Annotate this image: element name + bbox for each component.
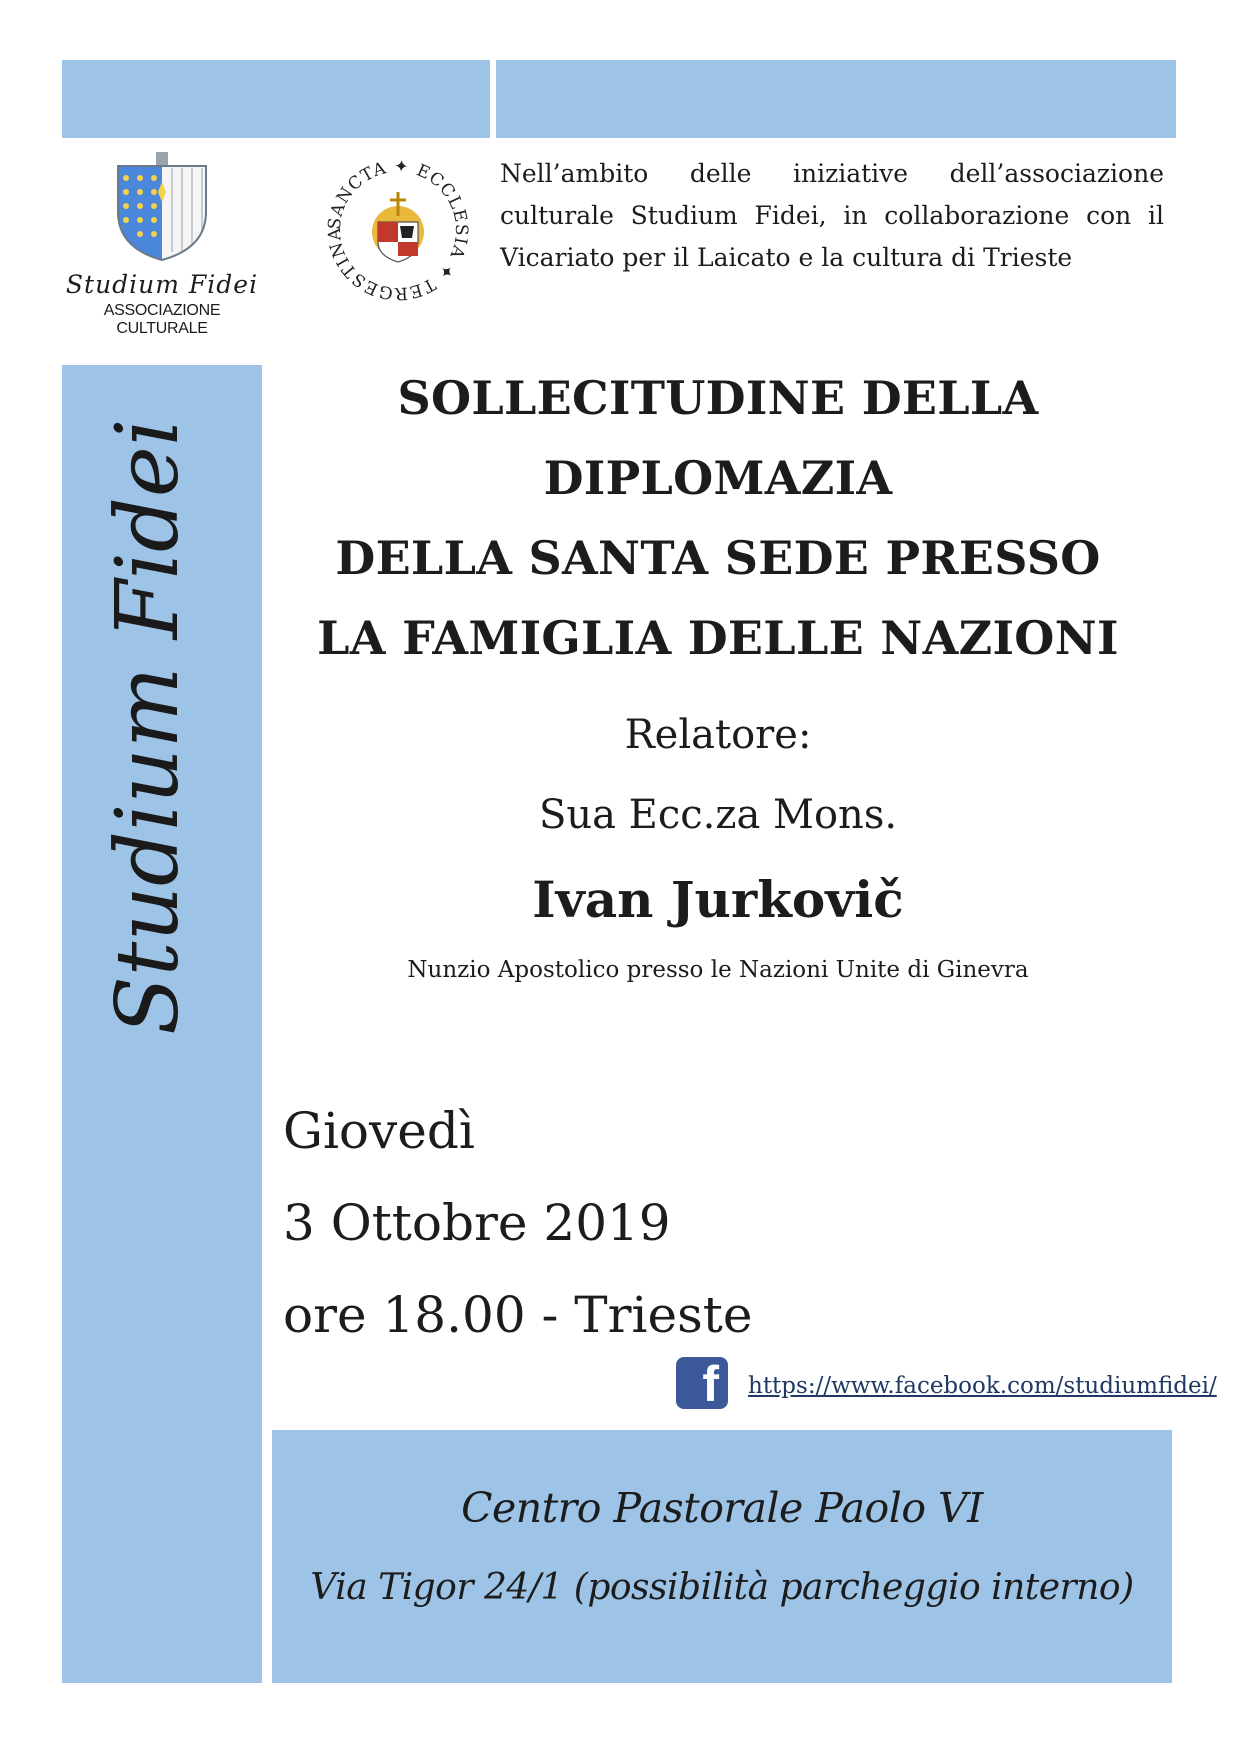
facebook-row bbox=[676, 1356, 1217, 1413]
studium-fidei-logo bbox=[62, 150, 262, 337]
ecclesia-tergestina-seal bbox=[318, 150, 478, 310]
venue-name: Centro Pastorale Paolo VI bbox=[461, 1484, 983, 1532]
sidebar-title: Studium Fidei bbox=[98, 418, 198, 1035]
event-day: Giovedì bbox=[283, 1102, 475, 1160]
title-line: LA FAMIGLIA DELLE NAZIONI bbox=[317, 611, 1119, 665]
studium-fidei-logo-subtitle: ASSOCIAZIONE CULTURALE bbox=[103, 302, 221, 337]
speaker-honorific: Sua Ecc.za Mons. bbox=[538, 792, 898, 838]
speaker-block bbox=[268, 695, 1168, 995]
event-date: 3 Ottobre 2019 bbox=[283, 1194, 671, 1252]
shield-icon bbox=[114, 152, 210, 262]
venue-block bbox=[272, 1430, 1172, 1628]
event-time-place: ore 18.00 - Trieste bbox=[283, 1286, 753, 1344]
speaker-label: Relatore: bbox=[624, 712, 812, 758]
top-band-left bbox=[62, 60, 490, 138]
title-line: DELLA SANTA SEDE PRESSO bbox=[335, 531, 1101, 585]
speaker-role: Nunzio Apostolico presso le Nazioni Unite di Ginevra bbox=[407, 957, 1029, 983]
top-band-right bbox=[496, 60, 1176, 138]
event-date-block bbox=[283, 1085, 752, 1361]
speaker-name: Ivan Jurkovič bbox=[532, 870, 904, 929]
seal-text: SANCTA ✦ ECCLESIA ✦ TERGESTINA bbox=[324, 156, 472, 304]
studium-fidei-logo-name: Studium Fidei bbox=[65, 270, 259, 299]
intro-text: Nell’ambito delle iniziative dell’associazione culturale Studium Fidei, in collaborazione con il Vicariato per il Laicato e la cultura di Trieste bbox=[500, 159, 1164, 272]
facebook-icon[interactable]: f bbox=[676, 1357, 728, 1409]
seal-icon bbox=[318, 150, 478, 310]
event-title bbox=[268, 358, 1168, 678]
title-line: SOLLECITUDINE DELLA DIPLOMAZIA bbox=[397, 371, 1039, 505]
facebook-link[interactable]: https://www.facebook.com/studiumfidei/ bbox=[748, 1373, 1217, 1399]
venue-address: Via Tigor 24/1 (possibilità parcheggio interno) bbox=[310, 1567, 1134, 1608]
